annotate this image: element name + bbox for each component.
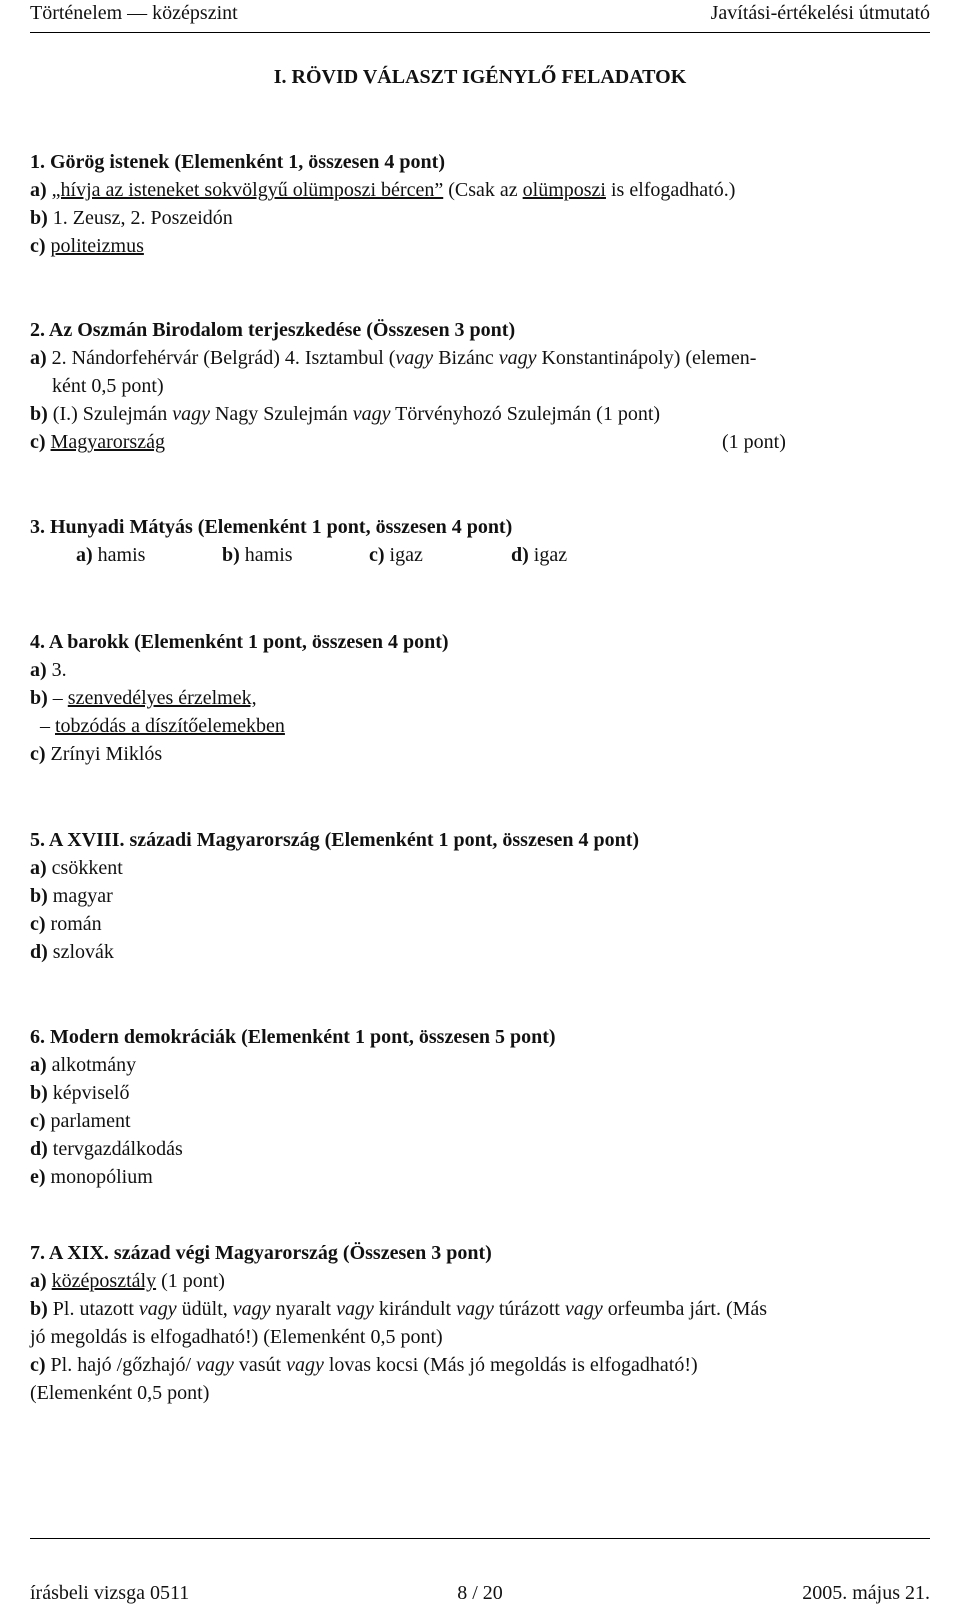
task5-answer-d: d) szlovák — [30, 941, 114, 963]
task7-answer-a: a) középosztály (1 pont) — [30, 1270, 225, 1292]
task7-answer-b: b) Pl. utazott vagy üdült, vagy nyaralt vagy kirándult vagy túrázott vagy orfeumba járt. (Más — [30, 1298, 768, 1320]
task3-answer-c: c) igaz — [369, 544, 423, 566]
task1-answer-c: c) politeizmus — [30, 235, 144, 257]
header-divider — [30, 32, 930, 33]
footer-page-number: 8 / 20 — [457, 1582, 503, 1604]
page-header — [0, 0, 960, 36]
task7-heading: 7. A XIX. század végi Magyarország (Összesen 3 pont) — [30, 1242, 492, 1264]
footer-date: 2005. május 21. — [802, 1582, 930, 1604]
task3-heading: 3. Hunyadi Mátyás (Elemenként 1 pont, összesen 4 pont) — [30, 516, 513, 538]
task2-answer-b: b) (I.) Szulejmán vagy Nagy Szulejmán vagy Törvényhozó Szulejmán (1 pont) — [30, 403, 661, 425]
section-title: I. RÖVID VÁLASZT IGÉNYLŐ FELADATOK — [273, 66, 687, 88]
task6-answer-b: b) képviselő — [30, 1082, 130, 1104]
task4-heading: 4. A barokk (Elemenként 1 pont, összesen 4 pont) — [30, 631, 449, 653]
footer-divider — [30, 1538, 930, 1539]
task5-heading: 5. A XVIII. századi Magyarország (Elemenként 1 pont, összesen 4 pont) — [30, 829, 640, 851]
task5-answer-a: a) csökkent — [30, 857, 123, 879]
task4-answer-b-cont: – tobzódás a díszítőelemekben — [40, 715, 285, 737]
task2-answer-a: a) 2. Nándorfehérvár (Belgrád) 4. Isztambul (vagy Bizánc vagy Konstantinápoly) (elemen- — [30, 347, 757, 369]
task3-answer-d: d) igaz — [511, 544, 568, 566]
task6-answer-a: a) alkotmány — [30, 1054, 137, 1076]
task7-answer-b-cont: jó megoldás is elfogadható!) (Elemenként 0,5 pont) — [30, 1326, 443, 1348]
task2-answer-a-cont: ként 0,5 pont) — [52, 375, 164, 397]
task1-heading: 1. Görög istenek (Elemenként 1, összesen 4 pont) — [30, 151, 445, 173]
footer-exam-code: írásbeli vizsga 0511 — [30, 1582, 190, 1604]
task3-answer-a: a) hamis — [76, 544, 146, 566]
task6-heading: 6. Modern demokráciák (Elemenként 1 pont, összesen 5 pont) — [30, 1026, 556, 1048]
task7-answer-c: c) Pl. hajó /gőzhajó/ vagy vasút vagy lovas kocsi (Más jó megoldás is elfogadható!) — [30, 1354, 698, 1376]
task6-answer-d: d) tervgazdálkodás — [30, 1138, 183, 1160]
header-subject: Történelem — középszint — [30, 2, 238, 24]
task6-answer-c: c) parlament — [30, 1110, 131, 1132]
task4-answer-b: b) – szenvedélyes érzelmek, — [30, 687, 257, 709]
task2-answer-c: c) Magyarország — [30, 431, 165, 453]
task3-answer-b: b) hamis — [222, 544, 293, 566]
task2-answer-c-points: (1 pont) — [722, 431, 786, 453]
task7-answer-c-cont: (Elemenként 0,5 pont) — [30, 1382, 210, 1404]
task5-answer-c: c) román — [30, 913, 102, 935]
task1-answer-a: a) „hívja az isteneket sokvölgyű olümposzi bércen” (Csak az olümposzi is elfogadható.) — [30, 179, 736, 201]
task4-answer-c: c) Zrínyi Miklós — [30, 743, 163, 765]
header-doc-type: Javítási-értékelési útmutató — [710, 2, 930, 24]
task2-heading: 2. Az Oszmán Birodalom terjeszkedése (Összesen 3 pont) — [30, 319, 516, 341]
task4-answer-a: a) 3. — [30, 659, 67, 681]
task5-answer-b: b) magyar — [30, 885, 113, 907]
task1-answer-b: b) 1. Zeusz, 2. Poszeidón — [30, 207, 233, 229]
task6-answer-e: e) monopólium — [30, 1166, 153, 1188]
